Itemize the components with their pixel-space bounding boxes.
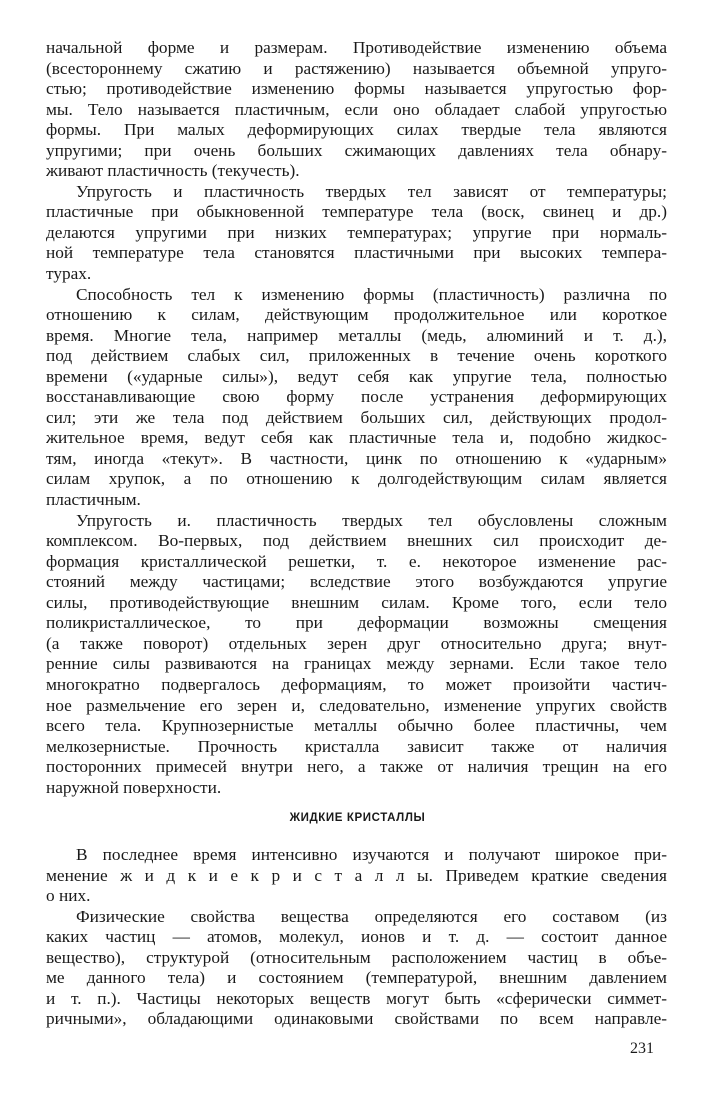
text-line: стью; противодействие изменению формы называется упругостью фор- xyxy=(46,79,667,99)
text-line: начальной форме и размерам. Противодействие изменению объема xyxy=(46,38,667,57)
text-line: упругими; при очень больших сжимающих давлениях тела обнару- xyxy=(46,140,667,160)
text-line: Способность тел к изменению формы (пластичность) различна по xyxy=(76,284,667,304)
text-line: ренние силы развиваются на границах между зернами. Если такое тело xyxy=(46,654,667,674)
text-line: (всестороннему сжатию и растяжению) называется объемной упруго- xyxy=(46,58,667,78)
text-line: поликристаллическое, то при деформации возможны смещения xyxy=(46,613,667,633)
text-line: В последнее время интенсивно изучаются и получают широкое при- xyxy=(76,845,667,864)
text-line: Физические свойства вещества определяются его составом (из xyxy=(76,906,667,926)
text-line: стояний между частицами; вследствие этого возбуждаются упругие xyxy=(46,572,667,592)
text-line: менение ж и д к и е к р и с т а л л ы. Приведем краткие сведения xyxy=(46,865,667,885)
text-line: ме данного тела) и состоянием (температурой, внешним давлением xyxy=(46,968,667,988)
text-line: Упругость и пластичность твердых тел зависят от температуры; xyxy=(76,181,667,201)
text-line: живают пластичность (текучесть). xyxy=(46,161,300,181)
text-line: ричными», обладающими одинаковыми свойствами по всем направле- xyxy=(46,1009,667,1029)
text-line: комплексом. Во-первых, под действием внешних сил происходит де- xyxy=(46,531,667,551)
text-line: силы, противодействующие внешним силам. Кроме того, если тело xyxy=(46,592,667,612)
text-line: и т. п.). Частицы некоторых веществ могут быть «сферически симмет- xyxy=(46,988,667,1008)
section-text-block xyxy=(46,845,667,1030)
text-line: под действием слабых сил, приложенных в течение очень короткого xyxy=(46,346,667,366)
text-line: тям, иногда «текут». В частности, цинк по отношению к «ударным» xyxy=(46,448,667,468)
text-line: Упругость и. пластичность твердых тел обусловлены сложным xyxy=(76,510,667,530)
text-line: время. Многие тела, например металлы (медь, алюминий и т. д.), xyxy=(46,325,667,345)
text-line: о них. xyxy=(46,886,91,906)
text-line: вещество), структурой (относительным расположением частиц в объе- xyxy=(46,947,667,967)
text-line: восстанавливающие свою форму после устранения деформирующих xyxy=(46,387,667,407)
text-line: формы. При малых деформирующих силах твердые тела являются xyxy=(46,120,667,140)
text-line: силам хрупок, а по отношению к долгодействующим силам является xyxy=(46,469,667,489)
text-line: отношению к силам, действующим продолжительное или короткое xyxy=(46,305,667,325)
text-line: ной температуре тела становятся пластичными при высоких темпера- xyxy=(46,243,667,263)
text-line: сил; эти же тела под действием больших сил, действующих продол- xyxy=(46,407,667,427)
text-line: турах. xyxy=(46,264,92,284)
text-line: ное размельчение его зерен и, следовательно, изменение упругих свойств xyxy=(46,695,667,715)
text-line: всего тела. Крупнозернистые металлы обычно более пластичны, чем xyxy=(46,716,667,736)
text-line: формация кристаллической решетки, т. е. некоторое изменение рас- xyxy=(46,551,667,571)
text-line: (а также поворот) отдельных зерен друг относительно друга; внут- xyxy=(46,633,667,653)
text-line: жительное время, ведут себя как пластичные тела и, подобно жидкос- xyxy=(46,428,667,448)
text-line: наружной поверхности. xyxy=(46,777,222,797)
text-line: многократно подвергалось деформациям, то может произойти частич- xyxy=(46,674,667,694)
section-heading: ЖИДКИЕ КРИСТАЛЛЫ xyxy=(289,812,426,824)
text-line: делаются упругими при низких температурах; упругие при нормаль- xyxy=(46,222,667,242)
main-text-block xyxy=(46,38,667,798)
text-line: пластичные при обыкновенной температуре тела (воск, свинец и др.) xyxy=(46,202,667,222)
text-line: пластичным. xyxy=(46,490,141,510)
text-line: каких частиц — атомов, молекул, ионов и т. д. — состоит данное xyxy=(46,927,667,947)
page-number: 231 xyxy=(630,1040,654,1057)
text-line: мы. Тело называется пластичным, если оно обладает слабой упругостью xyxy=(46,99,667,119)
text-line: мелкозернистые. Прочность кристалла зависит также от наличия xyxy=(46,736,667,756)
text-line: времени («ударные силы»), ведут себя как упругие тела, полностью xyxy=(46,366,667,386)
text-line: посторонних примесей внутри него, а также от наличия трещин на его xyxy=(46,757,667,777)
